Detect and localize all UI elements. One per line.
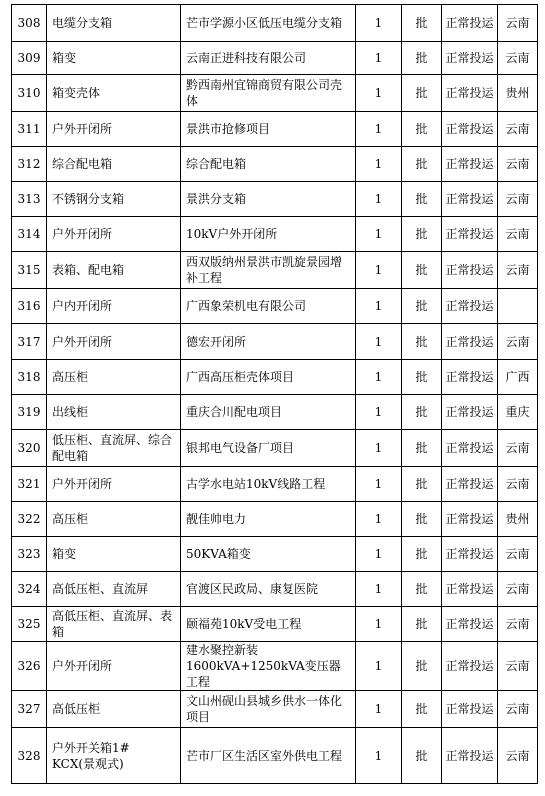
- cell-quantity: 1: [356, 572, 402, 607]
- cell-quantity: 1: [356, 5, 402, 42]
- table-row: [12, 112, 538, 147]
- cell-quantity: 1: [356, 112, 402, 147]
- cell-quantity: 1: [356, 728, 402, 784]
- table-row: [12, 75, 538, 112]
- cell-quantity: 1: [356, 289, 402, 324]
- cell-row-number: 311: [12, 112, 47, 147]
- cell-unit: 批: [402, 395, 442, 430]
- cell-region: 云南: [498, 5, 538, 42]
- cell-region: 云南: [498, 430, 538, 467]
- cell-quantity: 1: [356, 75, 402, 112]
- cell-unit: 批: [402, 502, 442, 537]
- cell-project-name: 景洪分支箱: [181, 182, 356, 217]
- cell-operation-status: 正常投运: [442, 252, 498, 289]
- cell-equipment-name: 高压柜: [47, 502, 181, 537]
- cell-quantity: 1: [356, 537, 402, 572]
- table-row: [12, 252, 538, 289]
- cell-row-number: 320: [12, 430, 47, 467]
- cell-operation-status: 正常投运: [442, 42, 498, 75]
- cell-quantity: 1: [356, 42, 402, 75]
- cell-unit: 批: [402, 728, 442, 784]
- cell-project-name: 西双版纳州景洪市凯旋景园增补工程: [181, 252, 356, 289]
- cell-unit: 批: [402, 607, 442, 642]
- table-row: [12, 467, 538, 502]
- cell-operation-status: 正常投运: [442, 324, 498, 360]
- cell-project-name: 广西象荣机电有限公司: [181, 289, 356, 324]
- cell-operation-status: 正常投运: [442, 691, 498, 728]
- table-row: [12, 572, 538, 607]
- table-row: [12, 360, 538, 395]
- cell-region: 云南: [498, 182, 538, 217]
- cell-quantity: 1: [356, 360, 402, 395]
- table-row: [12, 607, 538, 642]
- cell-region: 云南: [498, 642, 538, 691]
- cell-operation-status: 正常投运: [442, 642, 498, 691]
- cell-row-number: 323: [12, 537, 47, 572]
- cell-quantity: 1: [356, 395, 402, 430]
- cell-operation-status: 正常投运: [442, 75, 498, 112]
- cell-project-name: 银邦电气设备厂项目: [181, 430, 356, 467]
- cell-operation-status: 正常投运: [442, 728, 498, 784]
- cell-row-number: 308: [12, 5, 47, 42]
- cell-project-name: 靓佳帅电力: [181, 502, 356, 537]
- table-row: [12, 395, 538, 430]
- cell-equipment-name: 户外开闭所: [47, 217, 181, 252]
- cell-equipment-name: 不锈钢分支箱: [47, 182, 181, 217]
- project-table: [11, 4, 538, 784]
- cell-row-number: 327: [12, 691, 47, 728]
- cell-unit: 批: [402, 112, 442, 147]
- cell-quantity: 1: [356, 182, 402, 217]
- cell-quantity: 1: [356, 252, 402, 289]
- cell-unit: 批: [402, 537, 442, 572]
- cell-row-number: 309: [12, 42, 47, 75]
- cell-row-number: 313: [12, 182, 47, 217]
- cell-operation-status: 正常投运: [442, 360, 498, 395]
- cell-quantity: 1: [356, 324, 402, 360]
- cell-equipment-name: 箱变: [47, 537, 181, 572]
- cell-row-number: 310: [12, 75, 47, 112]
- cell-operation-status: 正常投运: [442, 395, 498, 430]
- cell-region: 云南: [498, 324, 538, 360]
- cell-quantity: 1: [356, 217, 402, 252]
- table-row: [12, 217, 538, 252]
- table-row: [12, 289, 538, 324]
- cell-quantity: 1: [356, 642, 402, 691]
- cell-region: 云南: [498, 252, 538, 289]
- cell-row-number: 318: [12, 360, 47, 395]
- cell-equipment-name: 表箱、配电箱: [47, 252, 181, 289]
- cell-project-name: 50KVA箱变: [181, 537, 356, 572]
- cell-unit: 批: [402, 467, 442, 502]
- cell-region: 云南: [498, 42, 538, 75]
- cell-project-name: 颐福苑10kV受电工程: [181, 607, 356, 642]
- cell-equipment-name: 低压柜、直流屏、综合配电箱: [47, 430, 181, 467]
- table-row: [12, 728, 538, 784]
- cell-project-name: 官渡区民政局、康复医院: [181, 572, 356, 607]
- cell-operation-status: 正常投运: [442, 607, 498, 642]
- cell-equipment-name: 箱变: [47, 42, 181, 75]
- cell-operation-status: 正常投运: [442, 289, 498, 324]
- cell-region: 重庆: [498, 395, 538, 430]
- table-row: [12, 182, 538, 217]
- cell-operation-status: 正常投运: [442, 147, 498, 182]
- table-row: [12, 42, 538, 75]
- cell-row-number: 314: [12, 217, 47, 252]
- table-row: [12, 537, 538, 572]
- cell-equipment-name: 高低压柜: [47, 691, 181, 728]
- cell-region: 云南: [498, 572, 538, 607]
- cell-project-name: 广西高压柜壳体项目: [181, 360, 356, 395]
- cell-unit: 批: [402, 430, 442, 467]
- cell-operation-status: 正常投运: [442, 182, 498, 217]
- cell-equipment-name: 户外开闭所: [47, 324, 181, 360]
- cell-project-name: 文山州砚山县城乡供水一体化项目: [181, 691, 356, 728]
- cell-equipment-name: 电缆分支箱: [47, 5, 181, 42]
- cell-unit: 批: [402, 360, 442, 395]
- cell-equipment-name: 户外开闭所: [47, 642, 181, 691]
- cell-project-name: 芒市厂区生活区室外供电工程: [181, 728, 356, 784]
- cell-project-name: 10kV户外开闭所: [181, 217, 356, 252]
- project-table-body: [12, 5, 538, 784]
- cell-operation-status: 正常投运: [442, 430, 498, 467]
- table-row: [12, 502, 538, 537]
- cell-region: 云南: [498, 467, 538, 502]
- cell-row-number: 312: [12, 147, 47, 182]
- cell-region: 云南: [498, 728, 538, 784]
- cell-row-number: 316: [12, 289, 47, 324]
- cell-row-number: 326: [12, 642, 47, 691]
- cell-region: 云南: [498, 217, 538, 252]
- cell-project-name: 景洪市抢修项目: [181, 112, 356, 147]
- cell-unit: 批: [402, 75, 442, 112]
- cell-unit: 批: [402, 217, 442, 252]
- cell-unit: 批: [402, 289, 442, 324]
- table-row: [12, 147, 538, 182]
- cell-region: 云南: [498, 691, 538, 728]
- cell-row-number: 328: [12, 728, 47, 784]
- cell-quantity: 1: [356, 430, 402, 467]
- cell-operation-status: 正常投运: [442, 467, 498, 502]
- cell-unit: 批: [402, 572, 442, 607]
- cell-project-name: 德宏开闭所: [181, 324, 356, 360]
- cell-equipment-name: 户内开闭所: [47, 289, 181, 324]
- cell-equipment-name: 综合配电箱: [47, 147, 181, 182]
- cell-equipment-name: 户外开闭所: [47, 467, 181, 502]
- cell-operation-status: 正常投运: [442, 537, 498, 572]
- cell-row-number: 322: [12, 502, 47, 537]
- cell-region: [498, 289, 538, 324]
- cell-equipment-name: 出线柜: [47, 395, 181, 430]
- cell-unit: 批: [402, 691, 442, 728]
- cell-quantity: 1: [356, 147, 402, 182]
- cell-operation-status: 正常投运: [442, 572, 498, 607]
- table-row: [12, 324, 538, 360]
- cell-unit: 批: [402, 5, 442, 42]
- cell-unit: 批: [402, 642, 442, 691]
- cell-equipment-name: 高低压柜、直流屏、表箱: [47, 607, 181, 642]
- cell-operation-status: 正常投运: [442, 217, 498, 252]
- table-row: [12, 430, 538, 467]
- cell-project-name: 黔西南州宜锦商贸有限公司壳体: [181, 75, 356, 112]
- cell-equipment-name: 户外开关箱1# KCX(景观式): [47, 728, 181, 784]
- table-row: [12, 642, 538, 691]
- cell-project-name: 芒市学源小区低压电缆分支箱: [181, 5, 356, 42]
- cell-row-number: 321: [12, 467, 47, 502]
- cell-project-name: 古学水电站10kV线路工程: [181, 467, 356, 502]
- cell-region: 云南: [498, 537, 538, 572]
- cell-region: 贵州: [498, 75, 538, 112]
- cell-region: 云南: [498, 147, 538, 182]
- cell-unit: 批: [402, 42, 442, 75]
- cell-quantity: 1: [356, 467, 402, 502]
- table-row: [12, 5, 538, 42]
- cell-equipment-name: 户外开闭所: [47, 112, 181, 147]
- cell-equipment-name: 高压柜: [47, 360, 181, 395]
- cell-region: 云南: [498, 112, 538, 147]
- cell-project-name: 重庆合川配电项目: [181, 395, 356, 430]
- cell-equipment-name: 高低压柜、直流屏: [47, 572, 181, 607]
- cell-equipment-name: 箱变壳体: [47, 75, 181, 112]
- cell-unit: 批: [402, 324, 442, 360]
- cell-quantity: 1: [356, 607, 402, 642]
- cell-quantity: 1: [356, 502, 402, 537]
- cell-operation-status: 正常投运: [442, 5, 498, 42]
- cell-row-number: 317: [12, 324, 47, 360]
- cell-unit: 批: [402, 182, 442, 217]
- cell-operation-status: 正常投运: [442, 112, 498, 147]
- cell-project-name: 云南正进科技有限公司: [181, 42, 356, 75]
- cell-unit: 批: [402, 147, 442, 182]
- cell-operation-status: 正常投运: [442, 502, 498, 537]
- cell-project-name: 建水聚控新装1600kVA+1250kVA变压器工程: [181, 642, 356, 691]
- cell-row-number: 324: [12, 572, 47, 607]
- cell-region: 广西: [498, 360, 538, 395]
- table-row: [12, 691, 538, 728]
- cell-quantity: 1: [356, 691, 402, 728]
- cell-unit: 批: [402, 252, 442, 289]
- cell-row-number: 319: [12, 395, 47, 430]
- cell-row-number: 315: [12, 252, 47, 289]
- cell-region: 贵州: [498, 502, 538, 537]
- cell-row-number: 325: [12, 607, 47, 642]
- cell-project-name: 综合配电箱: [181, 147, 356, 182]
- cell-region: 云南: [498, 607, 538, 642]
